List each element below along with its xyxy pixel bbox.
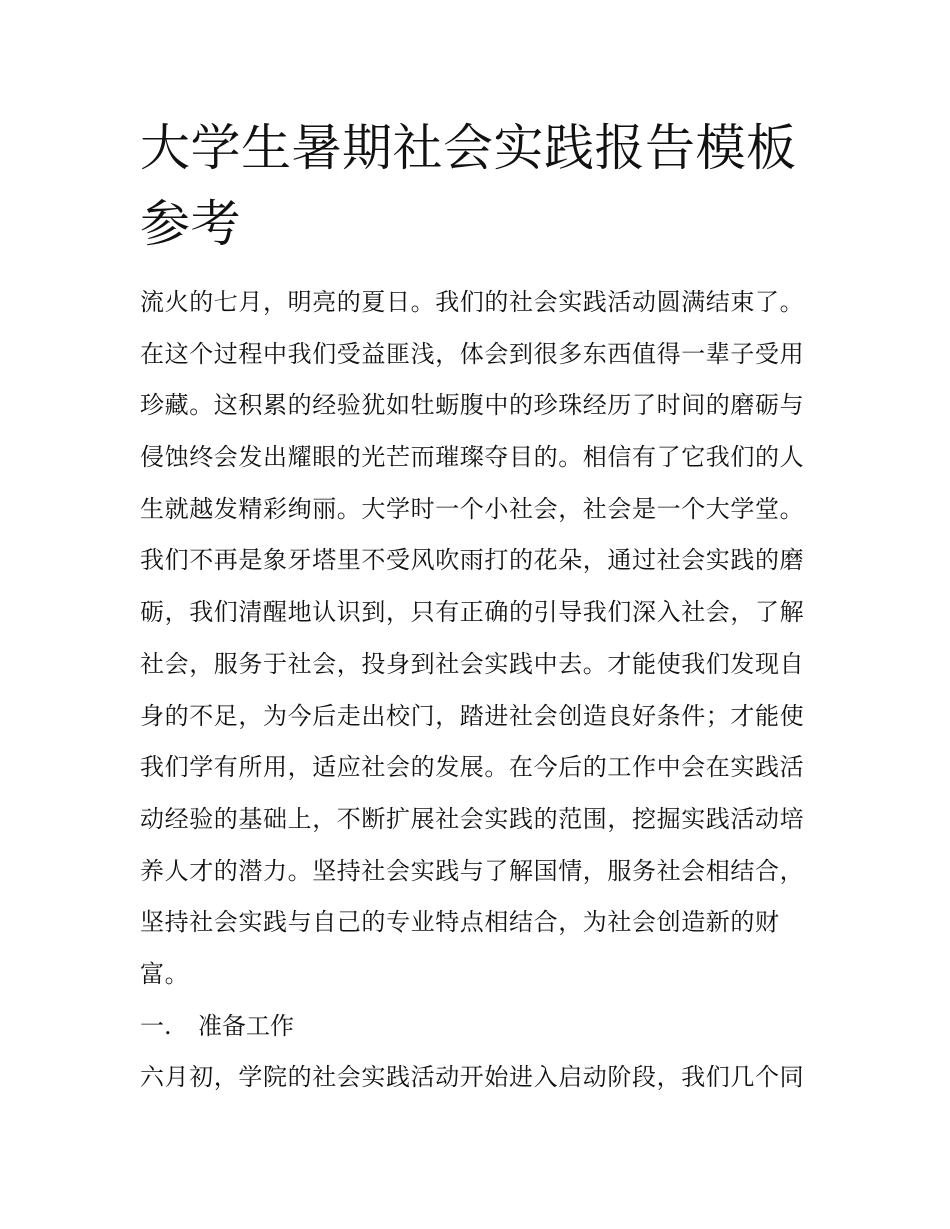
document-body [140, 277, 830, 1104]
paragraph-line: 养人才的潜力。坚持社会实践与了解国情，服务社会相结合， [140, 856, 805, 885]
paragraph-line: 六月初，学院的社会实践活动开始进入启动阶段，我们几个同 [140, 1063, 805, 1092]
document-title [140, 110, 840, 262]
paragraph-line: 我们不再是象牙塔里不受风吹雨打的花朵，通过社会实践的磨 [140, 546, 805, 575]
paragraph-line: 在这个过程中我们受益匪浅，体会到很多东西值得一辈子受用 [140, 339, 805, 368]
paragraph-line: 我们学有所用，适应社会的发展。在今后的工作中会在实践活 [140, 753, 805, 782]
paragraph-line: 身的不足，为今后走出校门，踏进社会创造良好条件；才能使 [140, 701, 805, 730]
paragraph-line: 侵蚀终会发出耀眼的光芒而璀璨夺目的。相信有了它我们的人 [140, 443, 805, 472]
paragraph-line: 生就越发精彩绚丽。大学时一个小社会，社会是一个大学堂。 [140, 494, 805, 523]
paragraph-line: 社会，服务于社会，投身到社会实践中去。才能使我们发现自 [140, 649, 805, 678]
paragraph-line: 流火的七月，明亮的夏日。我们的社会实践活动圆满结束了。 [140, 288, 805, 316]
section-heading [140, 1001, 830, 1053]
section-paragraph [140, 1052, 830, 1104]
title-line: 参考 [140, 195, 241, 253]
section-heading-text: 准备工作 [198, 1011, 294, 1040]
section-number: 一. [140, 1011, 172, 1040]
paragraph-line: 珍藏。这积累的经验犹如牡蛎腹中的珍珠经历了时间的磨砺与 [140, 391, 805, 420]
paragraph-line: 坚持社会实践与自己的专业特点相结合，为社会创造新的财 [140, 908, 780, 937]
paragraph-line: 富。 [140, 959, 190, 988]
paragraph-line: 动经验的基础上，不断扩展社会实践的范围，挖掘实践活动培 [140, 804, 805, 833]
intro-paragraph [140, 277, 830, 1001]
paragraph-line: 砺，我们清醒地认识到，只有正确的引导我们深入社会，了解 [140, 598, 805, 627]
title-line: 大学生暑期社会实践报告模板 [140, 119, 797, 177]
